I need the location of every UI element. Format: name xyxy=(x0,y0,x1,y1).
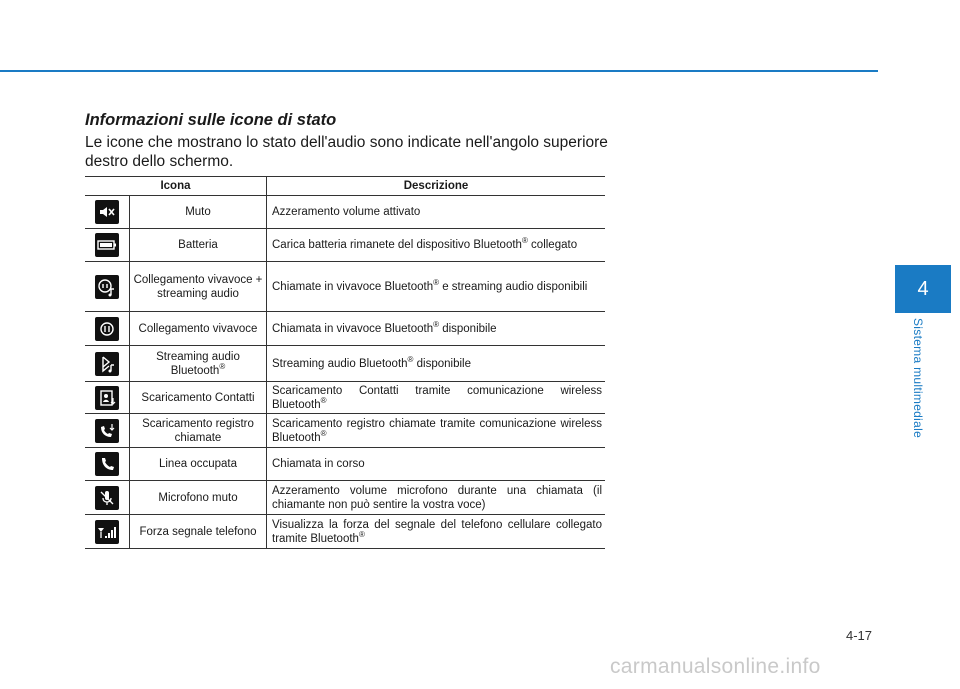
status-description: Carica batteria rimanete del dispositivo Bluetooth® collegato xyxy=(267,229,606,262)
call-log-download-icon xyxy=(95,419,119,443)
status-name: Scaricamento registro chiamate xyxy=(130,414,267,448)
table-row xyxy=(85,382,605,414)
status-description: Scaricamento Contatti tramite comunicazione wireless Bluetooth® xyxy=(267,382,606,414)
table-row xyxy=(85,448,605,481)
status-description: Chiamate in vivavoce Bluetooth® e streaming audio disponibili xyxy=(267,262,606,312)
status-description: Azzeramento volume attivato xyxy=(267,196,606,229)
table-row xyxy=(85,481,605,515)
chapter-label: Sistema multimediale xyxy=(911,318,925,439)
status-description: Streaming audio Bluetooth® disponibile xyxy=(267,346,606,382)
table-row xyxy=(85,515,605,549)
table-row xyxy=(85,196,605,229)
status-icons-table xyxy=(85,176,605,549)
status-name: Batteria xyxy=(130,229,267,262)
table-row xyxy=(85,229,605,262)
handsfree-streaming-icon xyxy=(95,275,119,299)
status-description: Azzeramento volume microfono durante una chiamata (il chiamante non può sentire la vostra voce) xyxy=(267,481,606,515)
header-description: Descrizione xyxy=(267,177,606,196)
header-icon: Icona xyxy=(85,177,267,196)
status-description: Scaricamento registro chiamate tramite comunicazione wireless Bluetooth® xyxy=(267,414,606,448)
line-busy-icon xyxy=(95,452,119,476)
status-description: Chiamata in corso xyxy=(267,448,606,481)
signal-strength-icon xyxy=(95,520,119,544)
watermark: carmanualsonline.info xyxy=(610,655,821,678)
status-name: Muto xyxy=(130,196,267,229)
status-description: Visualizza la forza del segnale del telefono cellulare collegato tramite Bluetooth® xyxy=(267,515,606,549)
status-description: Chiamata in vivavoce Bluetooth® disponibile xyxy=(267,312,606,346)
status-name: Forza segnale telefono xyxy=(130,515,267,549)
handsfree-icon xyxy=(95,317,119,341)
battery-icon xyxy=(95,233,119,257)
contacts-download-icon xyxy=(95,386,119,410)
status-name: Scaricamento Contatti xyxy=(130,382,267,414)
chapter-tab: 4 xyxy=(895,265,951,313)
table-header-row xyxy=(85,177,605,196)
intro-paragraph: Le icone che mostrano lo stato dell'audio sono indicate nell'angolo superiore destro dello schermo. xyxy=(85,134,608,170)
status-name: Microfono muto xyxy=(130,481,267,515)
status-name: Linea occupata xyxy=(130,448,267,481)
page-number: 4-17 xyxy=(846,628,873,643)
section-title: Informazioni sulle icone di stato xyxy=(85,111,337,129)
status-name: Collegamento vivavoce + streaming audio xyxy=(130,262,267,312)
table-row xyxy=(85,346,605,382)
streaming-audio-icon xyxy=(95,352,119,376)
status-name: Streaming audio Bluetooth® xyxy=(130,346,267,382)
table-row xyxy=(85,312,605,346)
mic-mute-icon xyxy=(95,486,119,510)
table-row xyxy=(85,262,605,312)
status-name: Collegamento vivavoce xyxy=(130,312,267,346)
mute-icon xyxy=(95,200,119,224)
table-row xyxy=(85,414,605,448)
header-rule xyxy=(0,70,878,72)
